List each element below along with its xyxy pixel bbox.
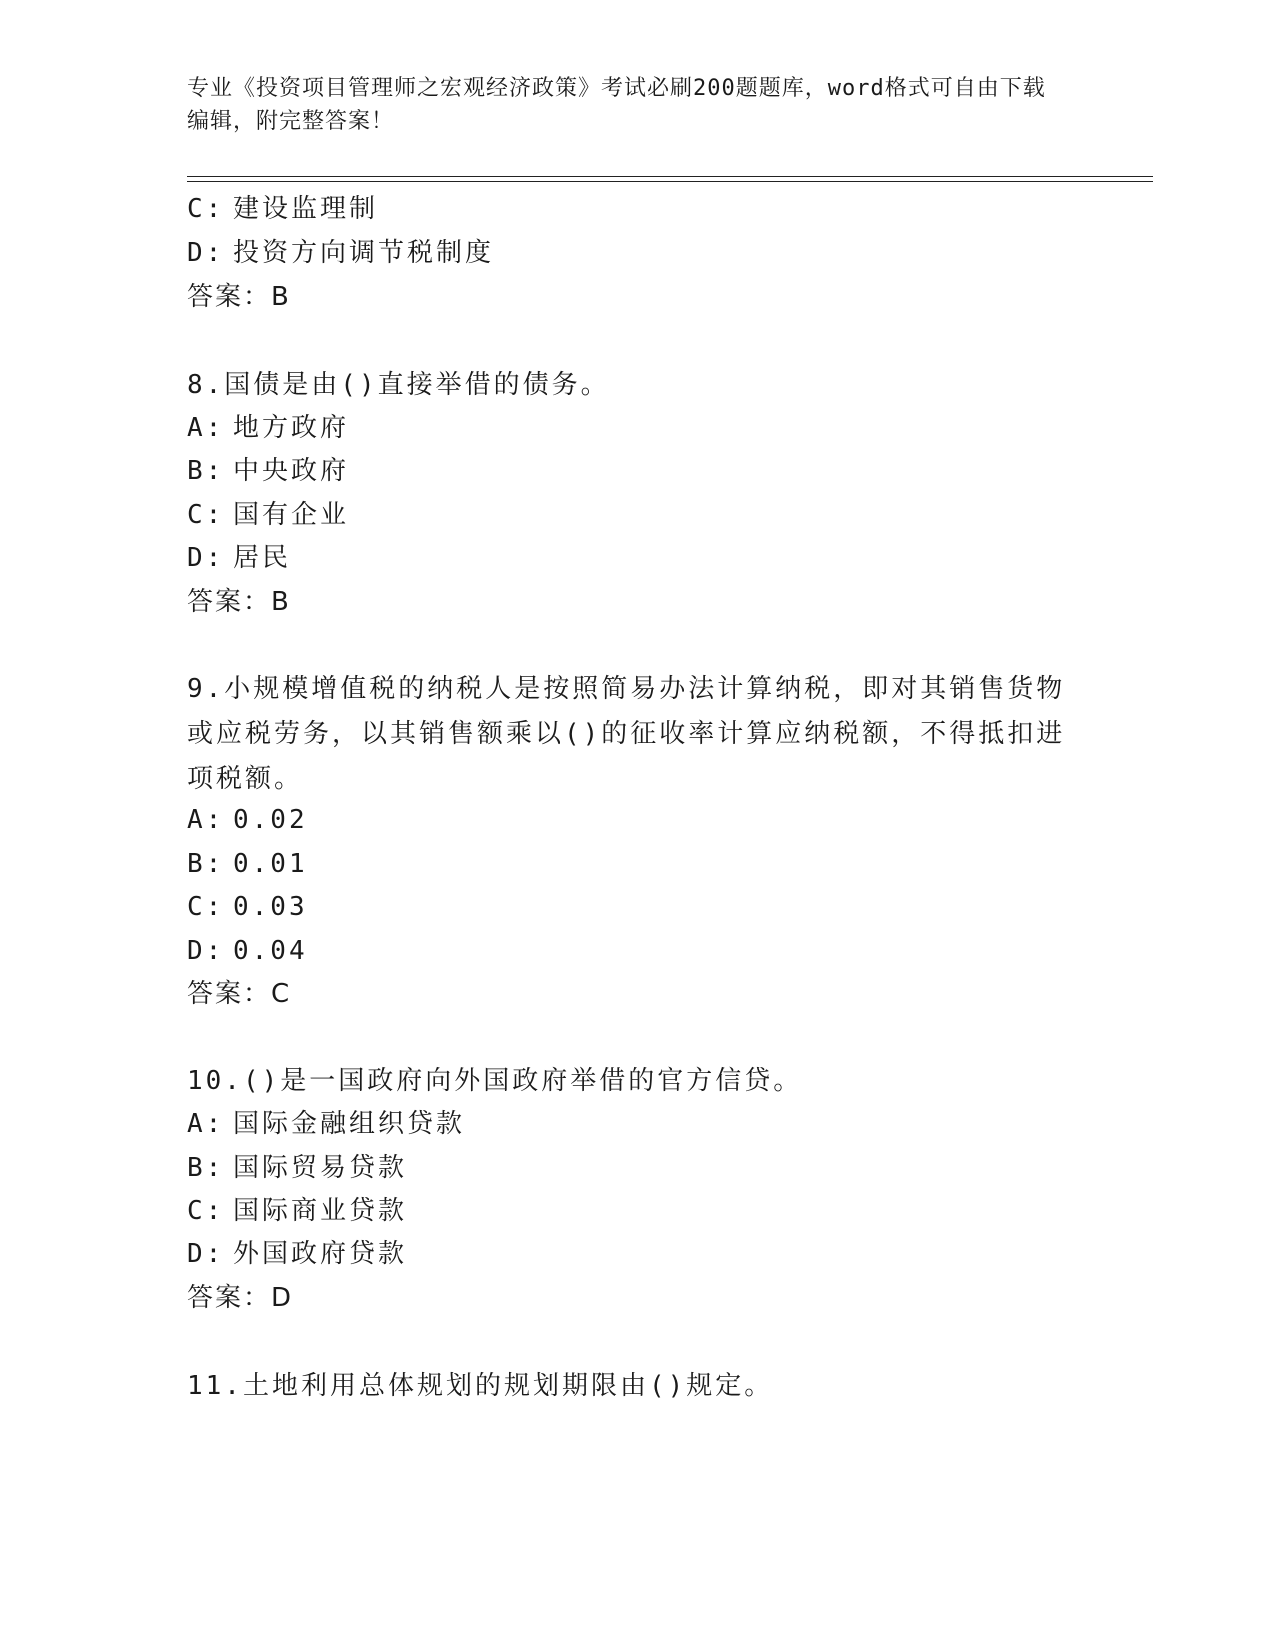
option-text: 国际金融组织贷款 [233,1109,466,1139]
option-text: 0.04 [233,936,308,966]
option-a [187,805,308,835]
option-text: 地方政府 [233,413,350,443]
answer-line: 答案：B [187,282,291,312]
document-header: 专业《投资项目管理师之宏观经济政策》考试必刷200题题库，word格式可自由下载编辑，附完整答案！ [187,76,1046,134]
option-b [187,849,308,879]
answer-line: 答案：D [187,1283,294,1313]
option-label: B: [187,456,225,486]
question-8-stem: 8.国债是由()直接举借的债务。 [187,370,610,400]
option-text: 外国政府贷款 [233,1239,408,1269]
option-text: 0.02 [233,805,308,835]
option-label: C: [187,194,225,224]
option-label: A: [187,413,225,443]
answer-line: 答案：B [187,587,291,617]
option-label: B: [187,849,225,879]
header-divider-bottom [187,181,1153,182]
option-label: C: [187,1196,225,1226]
option-c [187,1196,407,1226]
option-d [187,1239,407,1269]
option-b [187,456,349,486]
answer-line: 答案：C [187,979,292,1009]
option-label: D: [187,1239,225,1269]
option-c [187,892,308,922]
option-label: A: [187,1109,225,1139]
option-text: 国际商业贷款 [233,1196,408,1226]
option-label: C: [187,892,225,922]
option-text: 国有企业 [233,500,350,530]
option-c [187,500,349,530]
option-d [187,936,308,966]
option-text: 0.03 [233,892,308,922]
option-label: D: [187,936,225,966]
option-text: 中央政府 [233,456,350,486]
option-text: 居民 [233,543,292,573]
option-c [187,194,378,224]
question-11-stem: 11.土地利用总体规划的规划期限由()规定。 [187,1371,774,1401]
option-text: 投资方向调节税制度 [233,238,495,268]
option-label: D: [187,238,225,268]
option-label: A: [187,805,225,835]
option-label: B: [187,1153,225,1183]
option-a [187,1109,465,1139]
option-label: D: [187,543,225,573]
option-d [187,238,494,268]
option-b [187,1153,407,1183]
option-text: 国际贸易贷款 [233,1153,408,1183]
option-text: 建设监理制 [233,194,379,224]
question-10-stem: 10.()是一国政府向外国政府举借的官方信贷。 [187,1066,803,1096]
option-label: C: [187,500,225,530]
question-9-stem: 9.小规模增值税的纳税人是按照简易办法计算纳税，即对其销售货物或应税劳务，以其销售额乘以()的征收率计算应纳税额，不得抵扣进项税额。 [187,674,1066,794]
option-d [187,543,291,573]
option-text: 0.01 [233,849,308,879]
option-a [187,413,349,443]
header-divider-top [187,176,1153,177]
